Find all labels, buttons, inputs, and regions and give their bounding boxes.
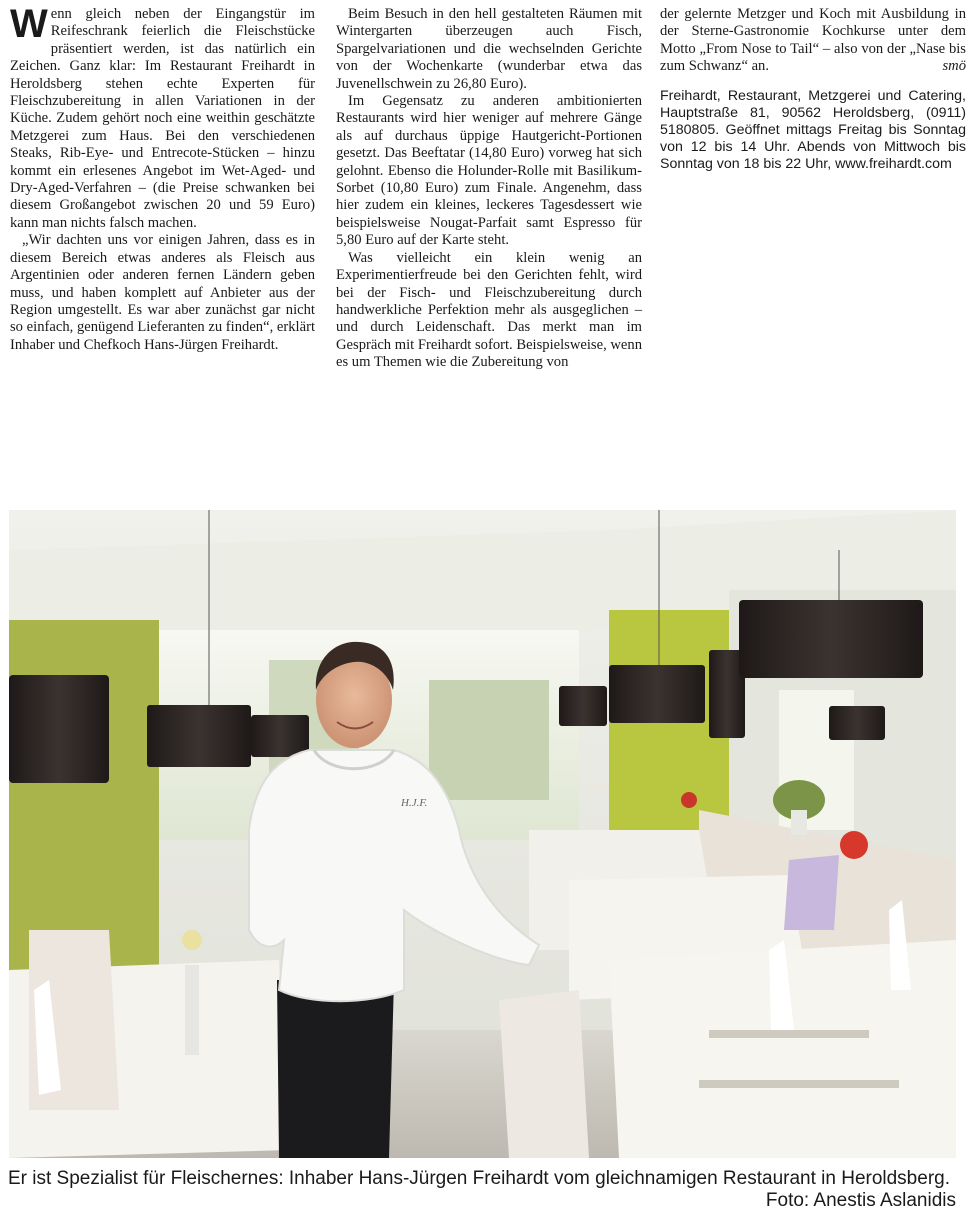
photo-credit: Foto: Anestis Aslanidis xyxy=(765,1190,956,1211)
lamp-shade xyxy=(609,665,705,723)
paragraph-text: enn gleich neben der Eingangstür im Reifeschrank feierlich die Fleischstücke präsentiert werden, ist das natürlich ein Zeichen. Ganz klar: Im Restaurant Freihardt in Heroldsberg stehen echte Experten für Fleischzubereitung in allen Variationen in der Küche. Zudem gehört noch eine weithin geschätzte Metzgerei zum Haus. Bei den verschiedenen Steaks, Rib-Eye- und Entrecote-Stücken – hinzu kommt ein erlesenes Angebot im Wet-Aged- und Dry-Aged-Verfahren – (die Preise schwanken bei diesem Großangebot zwischen 20 und 59 Euro) kann man nichts falsch machen. xyxy=(10,6,315,231)
article-paragraph xyxy=(10,2,315,232)
red-flower xyxy=(681,792,697,808)
restaurant-photo xyxy=(9,510,956,1158)
article-paragraph: Beim Besuch in den hell gestalteten Räumen mit Wintergarten überzeugen auch Fisch, Spargelvariationen und die wechselnden Gerichte von der Wochenkarte (wunderbar etwa das Juvenellschwein zu 26,80 Euro). xyxy=(336,6,642,92)
lamp-shade xyxy=(9,675,109,783)
article-paragraph: „Wir dachten uns vor einigen Jahren, dass es in diesem Bereich etwas anderes als Fleisch aus Argentinien oder anderen fernen Ländern geben muss, und haben komplett auf Anbieter aus der Region umgestellt. Es war aber zunächst gar nicht so einfach, genügend Lieferanten zu finden“, erklärt Inhaber und Chefkoch Hans-Jürgen Freihardt. xyxy=(10,232,315,353)
flower xyxy=(182,930,202,950)
restaurant-info-box: Freihardt, Restaurant, Metzgerei und Catering, Hauptstraße 81, 90562 Heroldsberg, (0911) 5180805. Geöffnet mittags Freitag bis Sonntag von 12 bis 14 Uhr. Abends von Mittwoch bis Sonntag von 18 bis 22 Uhr, www.freihardt.com xyxy=(660,87,966,173)
author-signature: smö xyxy=(942,58,966,75)
window-garden xyxy=(429,680,549,800)
article-paragraph xyxy=(660,6,966,76)
lamp-shade xyxy=(829,706,885,740)
lamp-shade xyxy=(251,715,309,757)
place-setting xyxy=(699,1080,899,1088)
photo-caption xyxy=(8,1168,956,1212)
caption-text: Er ist Spezialist für Fleischernes: Inhaber Hans-Jürgen Freihardt vom gleichnamigen Restaurant in Heroldsberg. xyxy=(8,1168,950,1189)
lamp-shade xyxy=(739,600,923,678)
chef-trousers xyxy=(277,980,394,1158)
article-column-3 xyxy=(660,6,966,174)
red-flower xyxy=(840,831,868,859)
lamp-shade xyxy=(559,686,607,726)
chair xyxy=(499,990,589,1158)
article-column-1 xyxy=(10,2,315,354)
place-setting xyxy=(709,1030,869,1038)
chair-lavender xyxy=(784,855,839,930)
photo-illustration xyxy=(9,510,956,1158)
article-column-2 xyxy=(336,6,642,372)
paragraph-text: der gelernte Metzger und Koch mit Ausbildung in der Sterne-Gastronomie Kochkurse unter dem Motto „From Nose to Tail“ – also von der „Nase bis zum Schwanz“ an. xyxy=(660,6,966,75)
drop-cap: W xyxy=(10,2,48,46)
lamp-shade xyxy=(147,705,251,767)
jacket-monogram: H.J.F. xyxy=(401,797,428,809)
vase xyxy=(185,965,199,1055)
article-paragraph: Was vielleicht ein klein wenig an Experimentierfreude bei den Gerichten fehlt, wird bei der Fisch- und Fleischzubereitung durch handwerkliche Perfektion mehr als ausgeglichen – und durch Leidenschaft. Das merkt man im Gespräch mit Freihardt sofort. Beispielsweise, wenn es um Themen wie die Zubereitung von xyxy=(336,249,642,371)
article-paragraph: Im Gegensatz zu anderen ambitionierten Restaurants wird hier weniger auf mehrere Gänge als auf durchaus üppige Hautgericht-Portionen gesetzt. Das Beeftatar (14,80 Euro) vorweg hat sich gelohnt. Ebenso die Holunder-Rolle mit Basilikum-Sorbet (10,80 Euro) zum Finale. Angenehm, dass hier zudem ein kleines, leckeres Tagesdessert wie beispielsweise Nougat-Parfait samt Espresso für 5,80 Euro auf der Karte steht. xyxy=(336,93,642,249)
